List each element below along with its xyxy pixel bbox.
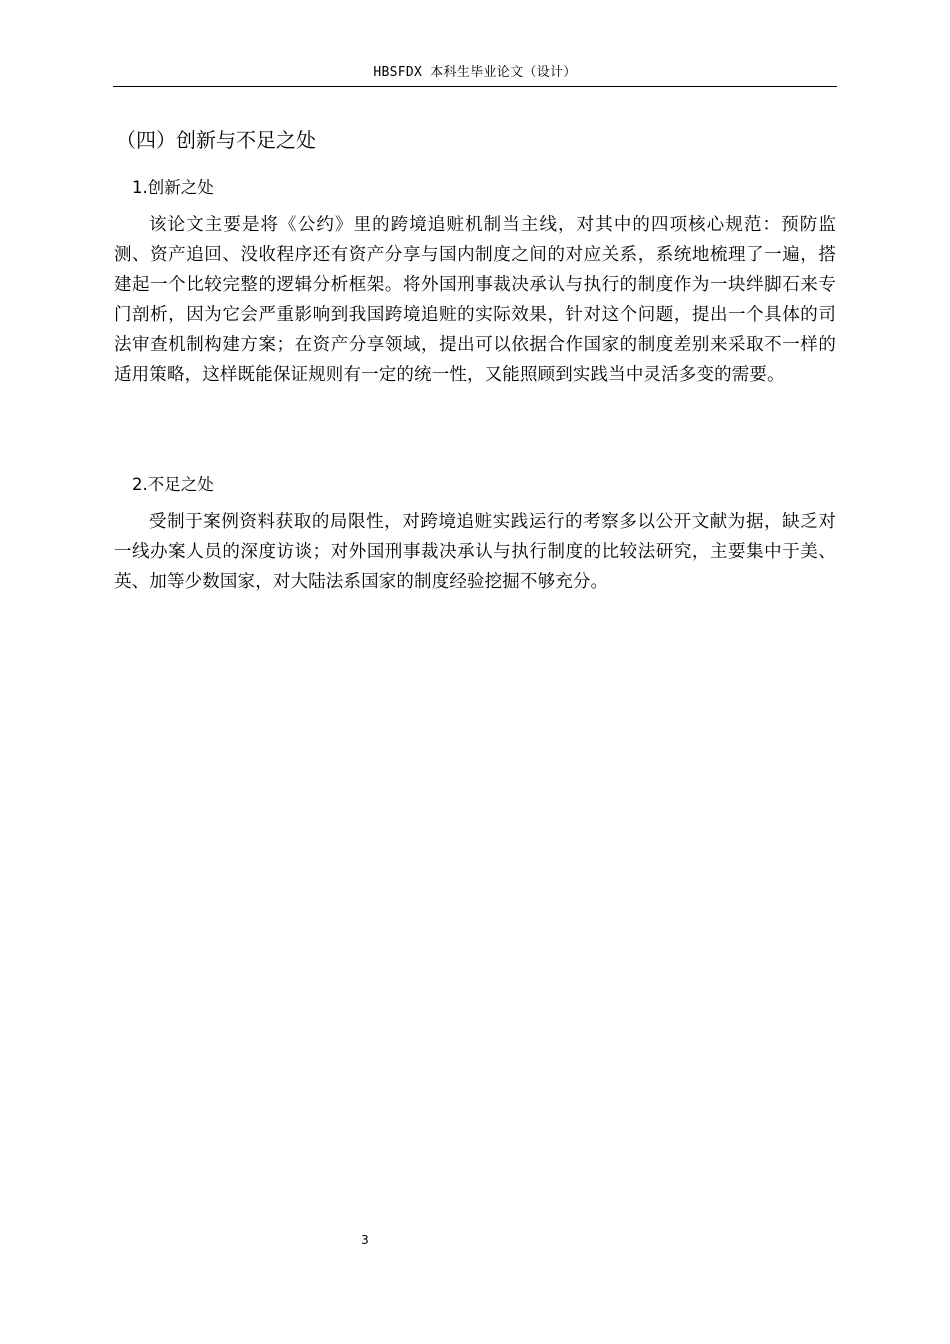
subsection-heading-innovations: 1.创新之处 <box>132 178 214 197</box>
section-heading: （四）创新与不足之处 <box>116 128 316 152</box>
limitations-paragraph: 受制于案例资料获取的局限性，对跨境追赃实践运行的考察多以公开文献为据，缺乏对一线办案人员的深度访谈；对外国刑事裁决承认与执行制度的比较法研究，主要集中于美、英、加等少数国家，对大陆法系国家的制度经验挖掘不够充分。 <box>114 512 836 592</box>
subsection-heading-limitations: 2.不足之处 <box>132 475 214 494</box>
innovations-paragraph: 该论文主要是将《公约》里的跨境追赃机制当主线，对其中的四项核心规范：预防监测、资产追回、没收程序还有资产分享与国内制度之间的对应关系，系统地梳理了一遍，搭建起一个比较完整的逻辑分析框架。将外国刑事裁决承认与执行的制度作为一块绊脚石来专门剖析，因为它会严重影响到我国跨境追赃的实际效果，针对这个问题，提出一个具体的司法审查机制构建方案；在资产分享领域，提出可以依据合作国家的制度差别来采取不一样的适用策略，这样既能保证规则有一定的统一性，又能照顾到实践当中灵活多变的需要。 <box>114 215 836 385</box>
running-header: HBSFDX 本科生毕业论文（设计） <box>113 64 837 87</box>
page-number: 3 <box>361 1233 369 1247</box>
